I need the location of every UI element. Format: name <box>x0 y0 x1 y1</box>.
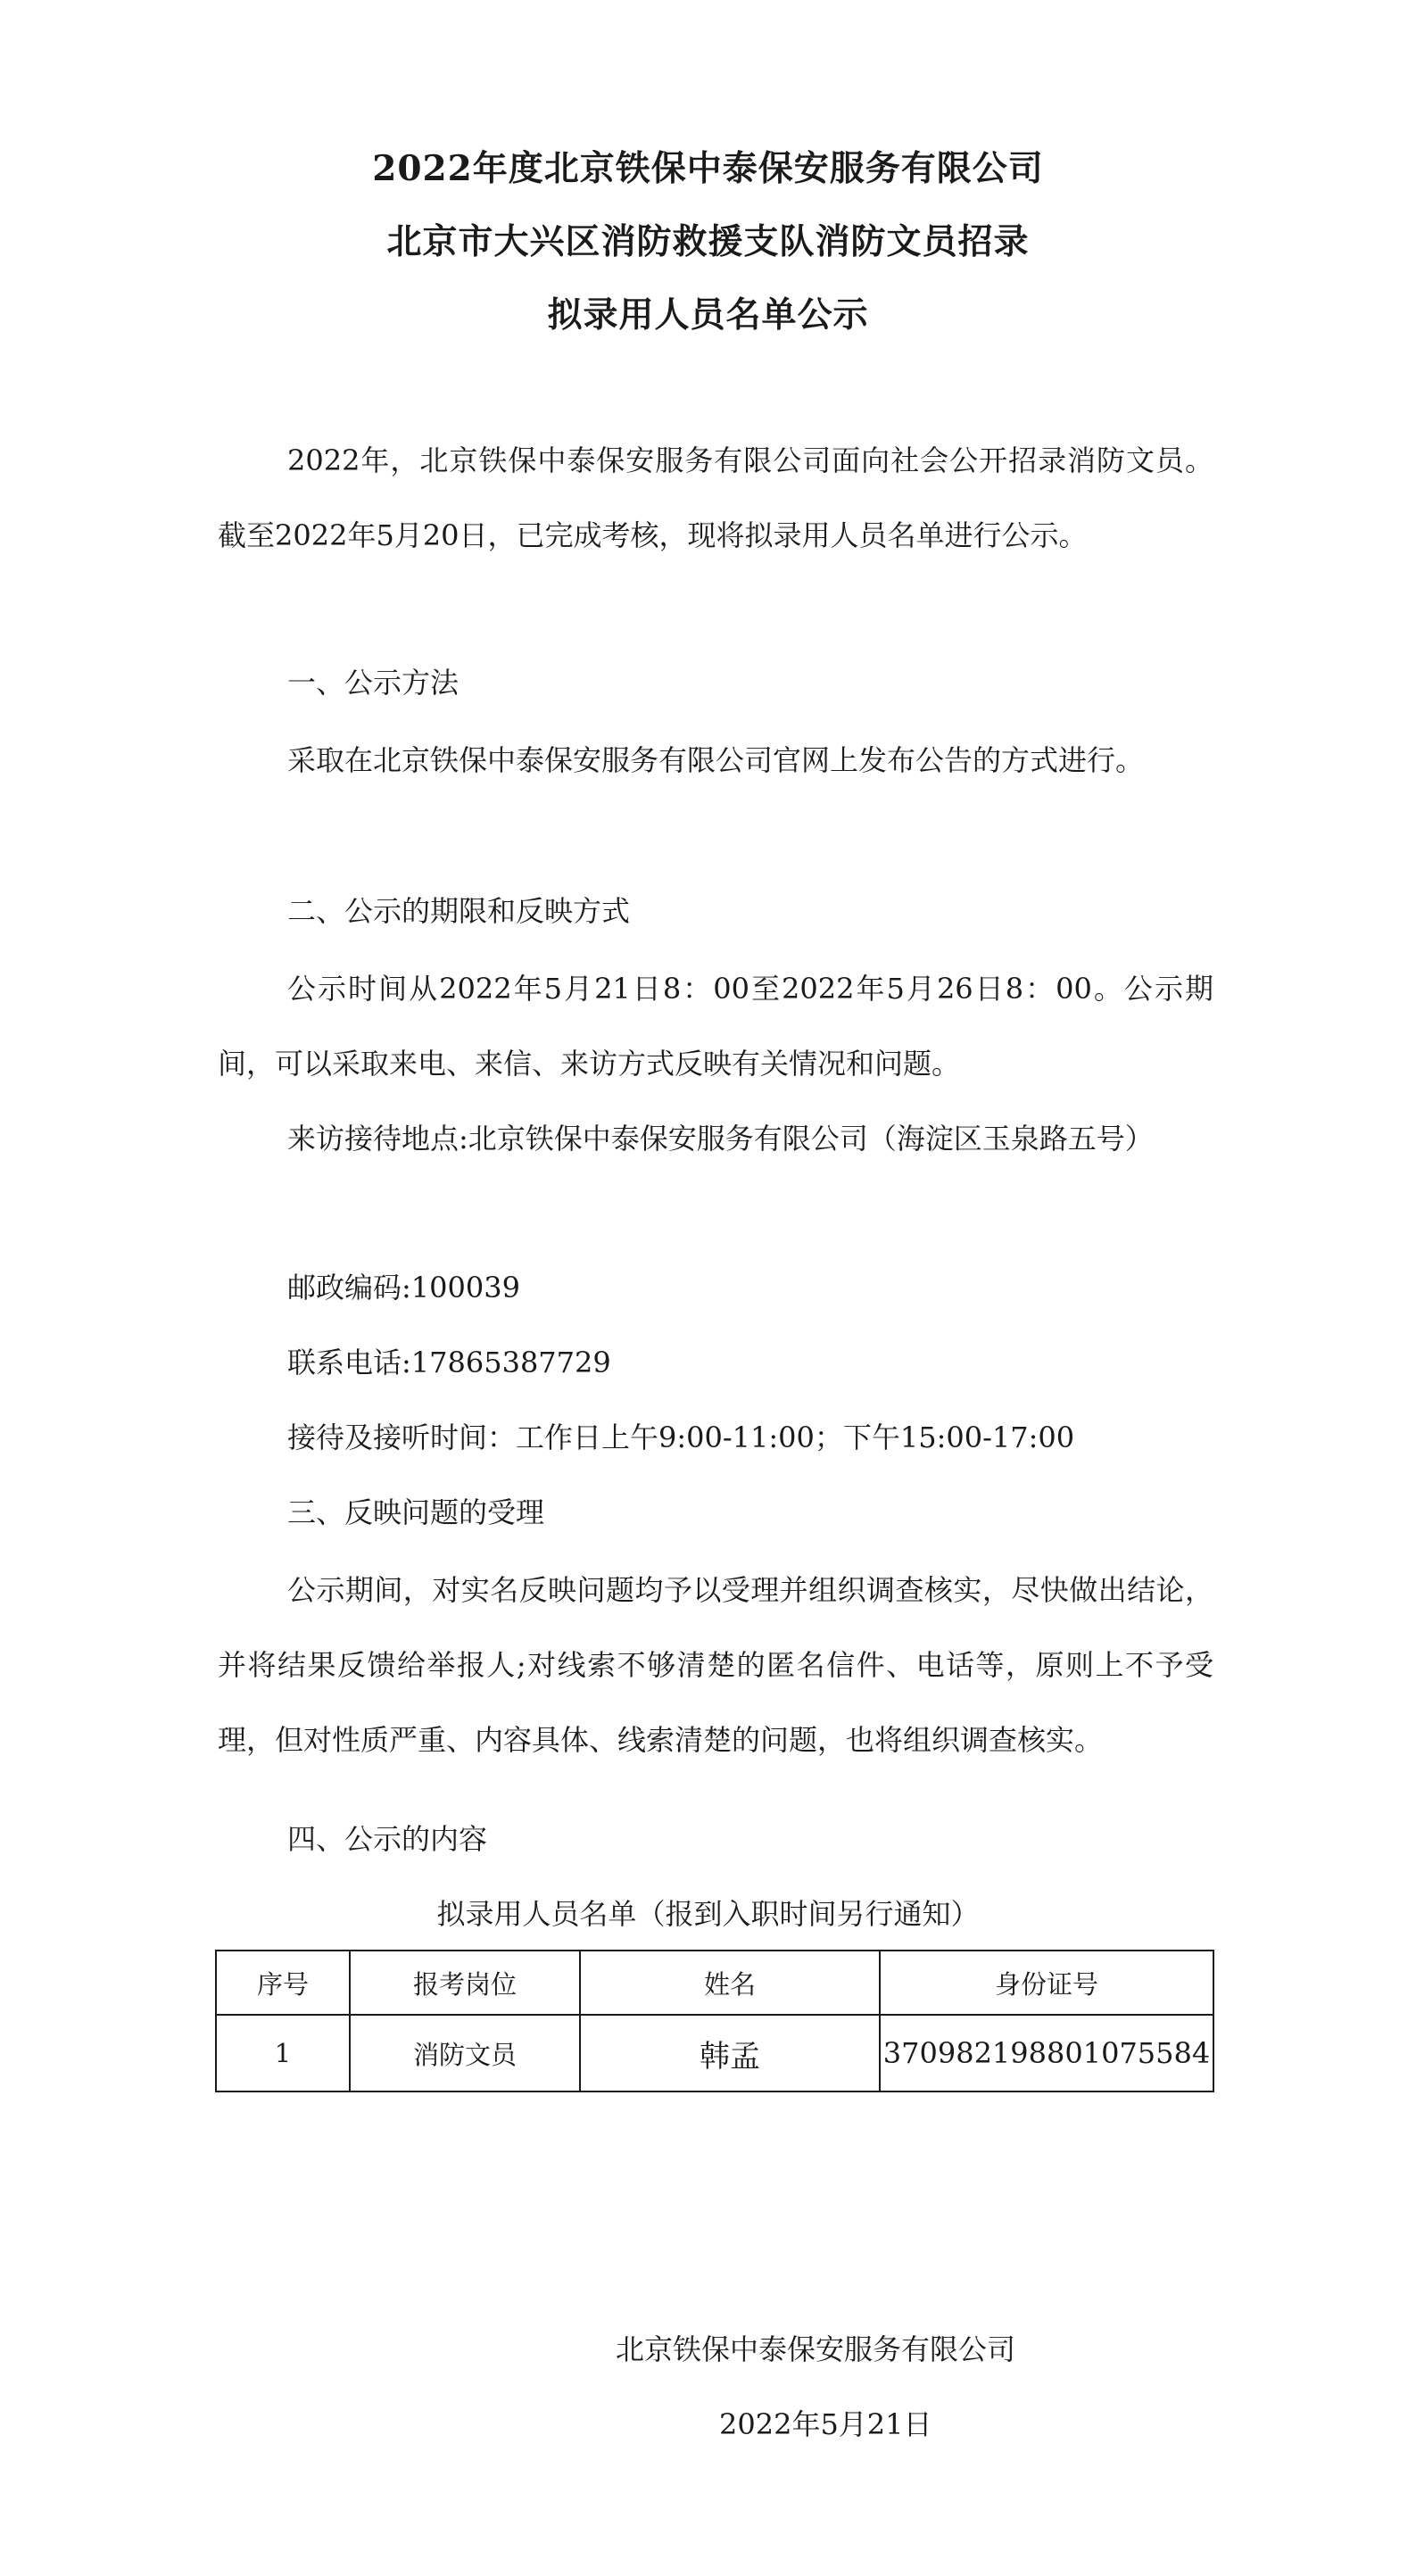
postcode-line: 邮政编码:100039 <box>287 1271 520 1305</box>
phone-line: 联系电话:17865387729 <box>287 1346 611 1379</box>
header-position: 报考岗位 <box>350 1951 580 2015</box>
title-line-3: 拟录用人员名单公示 <box>547 294 869 335</box>
cell-id-number: 370982198801075584 <box>880 2015 1213 2091</box>
section-1-paragraph: 采取在北京铁保中泰保安服务有限公司官网上发布公告的方式进行。 <box>287 743 1145 777</box>
section-3-heading: 三、反映问题的受理 <box>287 1495 545 1529</box>
section-2-period-paragraph: 公示时间从2022年5月21日8：00至2022年5月26日8：00。公示期间，可以采取来电、来信、来访方式反映有关情况和问题。 <box>218 972 1213 1081</box>
cell-serial-number: 1 <box>216 2015 350 2091</box>
section-2-heading: 二、公示的期限和反映方式 <box>287 894 631 928</box>
signature-date: 2022年5月21日 <box>719 2407 932 2441</box>
table-caption: 拟录用人员名单（报到入职时间另行通知） <box>436 1897 980 1931</box>
cell-position: 消防文员 <box>350 2015 580 2091</box>
reception-hours-line: 接待及接听时间：工作日上午9:00-11:00；下午15:00-17:00 <box>287 1421 1075 1454</box>
header-name: 姓名 <box>580 1951 880 2015</box>
cell-name: 韩孟 <box>580 2015 880 2091</box>
section-2-address-paragraph: 来访接待地点:北京铁保中泰保安服务有限公司（海淀区玉泉路五号） <box>287 1122 1154 1155</box>
title-line-2: 北京市大兴区消防救援支队消防文员招录 <box>386 221 1030 262</box>
header-id-number: 身份证号 <box>880 1951 1213 2015</box>
header-serial-number: 序号 <box>216 1951 350 2015</box>
section-3-paragraph: 公示期间，对实名反映问题均予以受理并组织调查核实，尽快做出结论，并将结果反馈给举报人;对线索不够清楚的匿名信件、电话等，原则上不予受理，但对性质严重、内容具体、线索清楚的问题，也将组织调查核实。 <box>218 1573 1213 1757</box>
title-line-1: 2022年度北京铁保中泰保安服务有限公司 <box>372 148 1044 189</box>
table-row <box>216 2015 1213 2091</box>
section-4-heading: 四、公示的内容 <box>287 1822 488 1856</box>
candidate-table <box>215 1950 1214 2092</box>
table-header-row <box>216 1951 1213 2015</box>
signature-organization: 北京铁保中泰保安服务有限公司 <box>616 2332 1016 2366</box>
intro-paragraph: 2022年，北京铁保中泰保安服务有限公司面向社会公开招录消防文员。截至2022年5月20日，已完成考核，现将拟录用人员名单进行公示。 <box>218 443 1213 552</box>
section-1-heading: 一、公示方法 <box>287 666 460 700</box>
